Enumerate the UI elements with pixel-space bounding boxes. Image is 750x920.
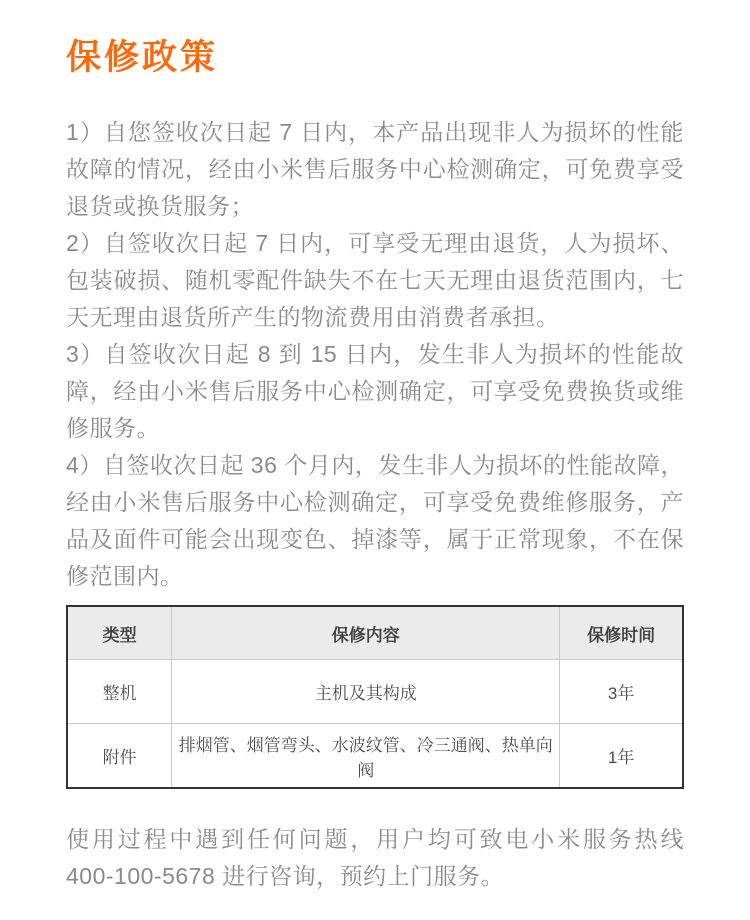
policy-paragraph-1: 1）自您签收次日起 7 日内，本产品出现非人为损坏的性能故障的情况，经由小米售后服务中心检测确定，可免费享受退货或换货服务； — [66, 119, 684, 219]
warranty-table — [66, 605, 684, 789]
warranty-table-body — [67, 660, 683, 789]
policy-paragraph-3: 3）自签收次日起 8 到 15 日内，发生非人为损坏的性能故障，经由小米售后服务中心检测确定，可享受免费换货或维修服务。 — [66, 341, 684, 441]
policy-paragraphs — [66, 114, 684, 595]
policy-paragraph-2: 2）自签收次日起 7 日内，可享受无理由退货，人为损坏、包装破损、随机零配件缺失不在七天无理由退货范围内，七天无理由退货所产生的物流费用由消费者承担。 — [66, 230, 684, 330]
cell-period-whole-unit: 3年 — [560, 660, 683, 724]
cell-period-accessories: 1年 — [560, 724, 683, 789]
table-header-period: 保修时间 — [560, 606, 683, 660]
table-header-content: 保修内容 — [172, 606, 560, 660]
cell-type-whole-unit: 整机 — [67, 660, 172, 724]
table-row-whole-unit — [67, 660, 683, 724]
policy-paragraph-4: 4）自签收次日起 36 个月内，发生非人为损坏的性能故障，经由小米售后服务中心检测确定，可享受免费维修服务，产品及面件可能会出现变色、掉漆等，属于正常现象，不在保修范围内。 — [66, 452, 684, 589]
cell-content-whole-unit: 主机及其构成 — [172, 660, 560, 724]
cell-content-accessories: 排烟管、烟管弯头、水波纹管、冷三通阀、热单向阀 — [172, 724, 560, 789]
page-title: 保修政策 — [66, 38, 219, 77]
table-row-accessories — [67, 724, 683, 789]
table-header-row — [67, 606, 683, 660]
table-header-type: 类型 — [67, 606, 172, 660]
cell-type-accessories: 附件 — [67, 724, 172, 789]
warranty-table-header — [67, 606, 683, 660]
service-hotline-note: 使用过程中遇到任何问题，用户均可致电小米服务热线 400-100-5678 进行咨询，预约上门服务。 — [66, 826, 684, 889]
